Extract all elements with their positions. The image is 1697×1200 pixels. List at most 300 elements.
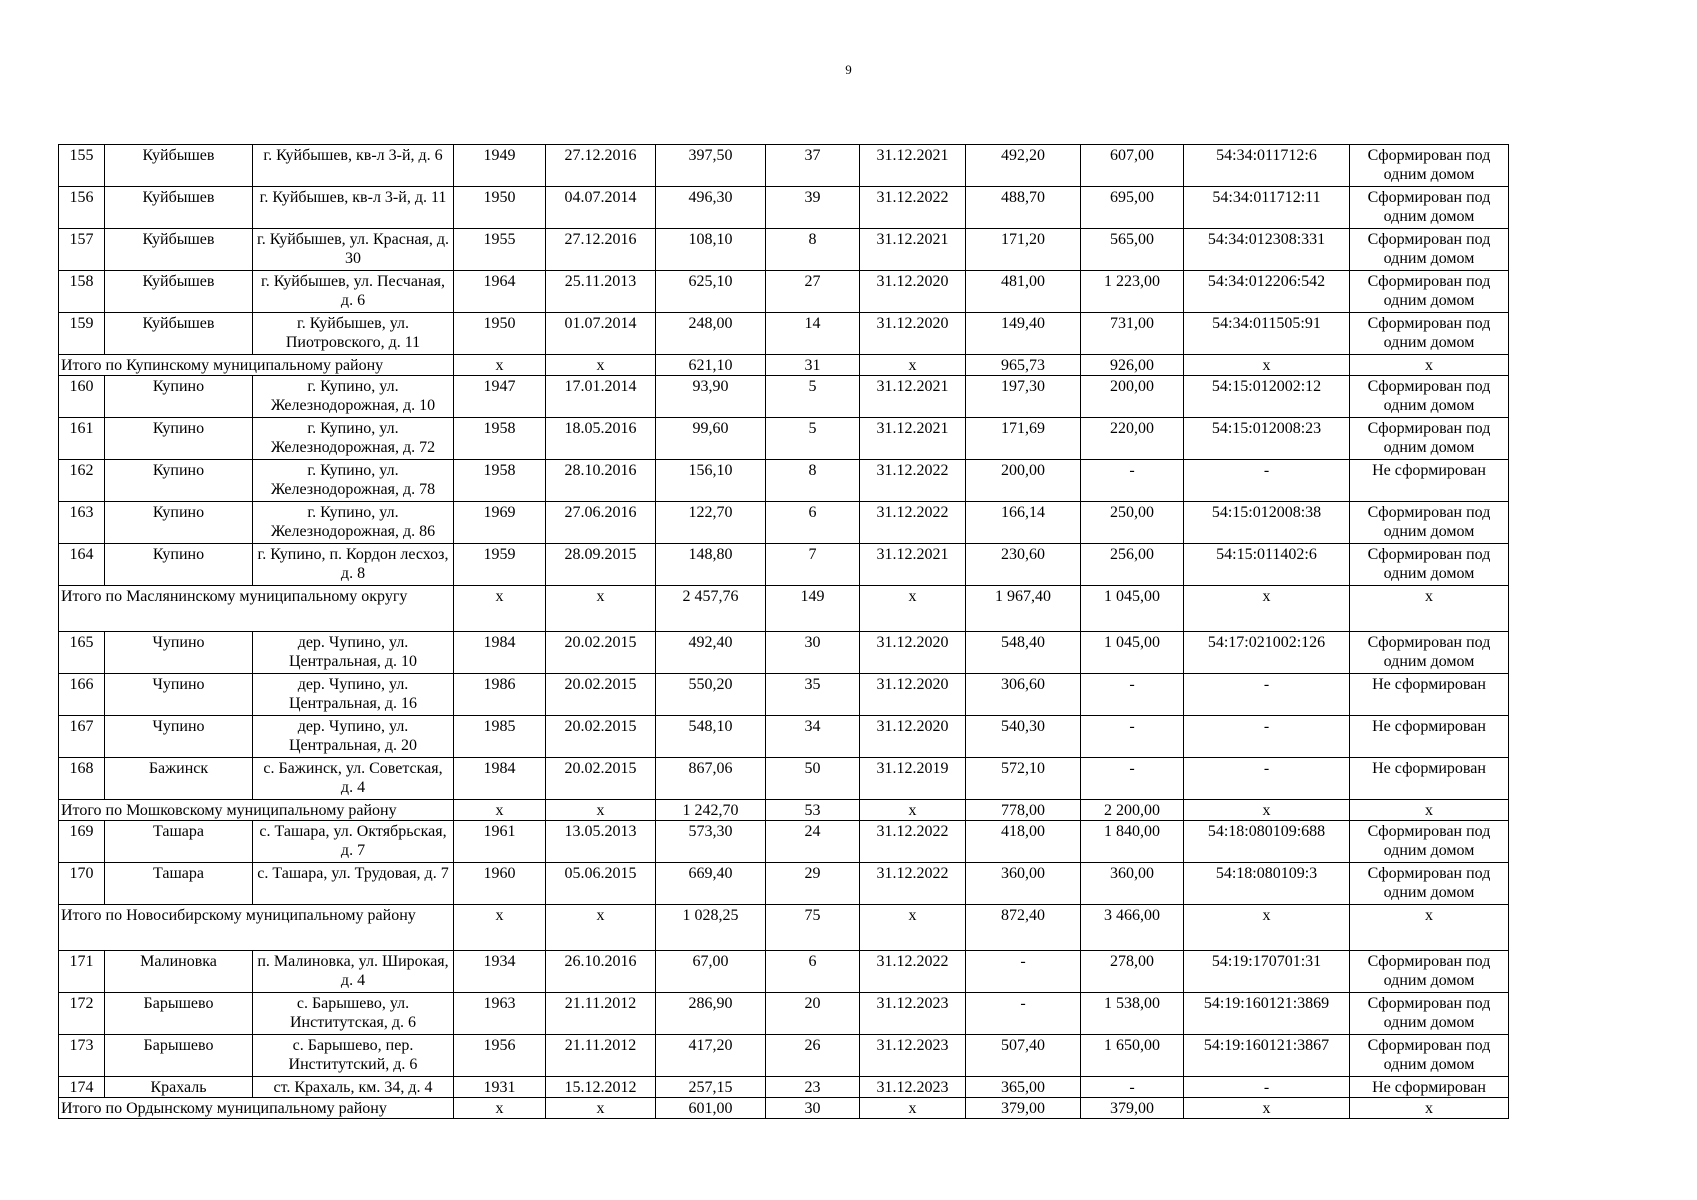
cell-deadline: 31.12.2021	[860, 376, 966, 418]
subtotal-cell-status: х	[1350, 905, 1509, 951]
subtotal-row	[59, 1098, 1509, 1119]
cell-residents: 37	[766, 145, 860, 187]
subtotal-cell-deadline: х	[860, 905, 966, 951]
cell-cadastral: 54:15:012002:12	[1184, 376, 1350, 418]
subtotal-label: Итого по Купинскому муниципальному району	[59, 355, 454, 376]
cell-residents: 7	[766, 544, 860, 586]
cell-locality: Чупино	[105, 632, 253, 674]
cell-area: 248,00	[656, 313, 766, 355]
cell-cadastral: 54:34:012206:542	[1184, 271, 1350, 313]
cell-area: 397,50	[656, 145, 766, 187]
subtotal-cell-area: 1 028,25	[656, 905, 766, 951]
cell-year: 1958	[454, 460, 546, 502]
cell-plot: -	[1081, 1077, 1184, 1098]
cell-plot: -	[1081, 674, 1184, 716]
cell-cadastral: 54:18:080109:3	[1184, 863, 1350, 905]
table-row	[59, 674, 1509, 716]
subtotal-row	[59, 905, 1509, 951]
cell-address: с. Ташара, ул. Октябрьская, д. 7	[253, 821, 454, 863]
cell-locality: Куйбышев	[105, 313, 253, 355]
cell-residents: 23	[766, 1077, 860, 1098]
subtotal-cell-status: х	[1350, 355, 1509, 376]
cell-deadline: 31.12.2021	[860, 544, 966, 586]
cell-date: 25.11.2013	[546, 271, 656, 313]
cell-plot: -	[1081, 460, 1184, 502]
subtotal-cell-cadastral: х	[1184, 586, 1350, 632]
cell-deadline: 31.12.2020	[860, 632, 966, 674]
cell-year: 1964	[454, 271, 546, 313]
cell-status: Сформирован под одним домом	[1350, 821, 1509, 863]
cell-address: г. Купино, ул. Железнодорожная, д. 72	[253, 418, 454, 460]
cell-locality: Чупино	[105, 716, 253, 758]
cell-address: с. Бажинск, ул. Советская, д. 4	[253, 758, 454, 800]
cell-area2: 540,30	[966, 716, 1081, 758]
cell-date: 01.07.2014	[546, 313, 656, 355]
cell-status: Сформирован под одним домом	[1350, 993, 1509, 1035]
cell-area2: 507,40	[966, 1035, 1081, 1077]
cell-locality: Купино	[105, 418, 253, 460]
cell-plot: -	[1081, 758, 1184, 800]
table-row	[59, 145, 1509, 187]
cell-area: 669,40	[656, 863, 766, 905]
cell-address: дер. Чупино, ул. Центральная, д. 20	[253, 716, 454, 758]
cell-cadastral: -	[1184, 716, 1350, 758]
cell-locality: Куйбышев	[105, 187, 253, 229]
subtotal-cell-plot: 379,00	[1081, 1098, 1184, 1119]
cell-area2: 488,70	[966, 187, 1081, 229]
cell-num: 170	[59, 863, 105, 905]
cell-year: 1961	[454, 821, 546, 863]
cell-date: 20.02.2015	[546, 674, 656, 716]
housing-registry-table	[58, 144, 1509, 1119]
cell-deadline: 31.12.2022	[860, 821, 966, 863]
cell-deadline: 31.12.2022	[860, 863, 966, 905]
subtotal-label: Итого по Маслянинскому муниципальному округу	[59, 586, 454, 632]
cell-num: 156	[59, 187, 105, 229]
cell-year: 1947	[454, 376, 546, 418]
cell-residents: 30	[766, 632, 860, 674]
cell-plot: 200,00	[1081, 376, 1184, 418]
cell-num: 155	[59, 145, 105, 187]
subtotal-row	[59, 586, 1509, 632]
cell-status: Сформирован под одним домом	[1350, 418, 1509, 460]
cell-locality: Крахаль	[105, 1077, 253, 1098]
subtotal-cell-cadastral: х	[1184, 1098, 1350, 1119]
cell-year: 1985	[454, 716, 546, 758]
cell-cadastral: 54:18:080109:688	[1184, 821, 1350, 863]
cell-plot: -	[1081, 716, 1184, 758]
cell-status: Сформирован под одним домом	[1350, 271, 1509, 313]
cell-plot: 1 223,00	[1081, 271, 1184, 313]
cell-status: Не сформирован	[1350, 716, 1509, 758]
cell-address: с. Барышево, ул. Институтская, д. 6	[253, 993, 454, 1035]
cell-num: 165	[59, 632, 105, 674]
subtotal-cell-status: х	[1350, 1098, 1509, 1119]
cell-date: 15.12.2012	[546, 1077, 656, 1098]
table-row	[59, 758, 1509, 800]
cell-date: 04.07.2014	[546, 187, 656, 229]
cell-residents: 8	[766, 229, 860, 271]
cell-num: 158	[59, 271, 105, 313]
cell-area2: 149,40	[966, 313, 1081, 355]
cell-area: 492,40	[656, 632, 766, 674]
cell-area2: -	[966, 993, 1081, 1035]
cell-num: 167	[59, 716, 105, 758]
cell-num: 162	[59, 460, 105, 502]
cell-area2: 548,40	[966, 632, 1081, 674]
cell-locality: Купино	[105, 376, 253, 418]
cell-deadline: 31.12.2023	[860, 993, 966, 1035]
table-row	[59, 993, 1509, 1035]
cell-area: 548,10	[656, 716, 766, 758]
cell-num: 164	[59, 544, 105, 586]
cell-area2: 171,20	[966, 229, 1081, 271]
cell-locality: Куйбышев	[105, 229, 253, 271]
cell-area2: 306,60	[966, 674, 1081, 716]
cell-residents: 24	[766, 821, 860, 863]
cell-deadline: 31.12.2022	[860, 951, 966, 993]
cell-deadline: 31.12.2020	[860, 716, 966, 758]
cell-status: Сформирован под одним домом	[1350, 502, 1509, 544]
table-row	[59, 460, 1509, 502]
subtotal-label: Итого по Мошковскому муниципальному району	[59, 800, 454, 821]
subtotal-cell-date: х	[546, 905, 656, 951]
subtotal-row	[59, 800, 1509, 821]
subtotal-cell-cadastral: х	[1184, 800, 1350, 821]
table-row	[59, 632, 1509, 674]
cell-area: 417,20	[656, 1035, 766, 1077]
subtotal-cell-residents: 75	[766, 905, 860, 951]
cell-year: 1931	[454, 1077, 546, 1098]
cell-address: п. Малиновка, ул. Широкая, д. 4	[253, 951, 454, 993]
cell-year: 1956	[454, 1035, 546, 1077]
cell-area2: 197,30	[966, 376, 1081, 418]
cell-num: 166	[59, 674, 105, 716]
cell-cadastral: 54:17:021002:126	[1184, 632, 1350, 674]
subtotal-cell-date: х	[546, 800, 656, 821]
cell-area: 108,10	[656, 229, 766, 271]
cell-locality: Чупино	[105, 674, 253, 716]
subtotal-cell-deadline: х	[860, 800, 966, 821]
cell-address: г. Купино, ул. Железнодорожная, д. 10	[253, 376, 454, 418]
cell-date: 26.10.2016	[546, 951, 656, 993]
cell-deadline: 31.12.2022	[860, 187, 966, 229]
subtotal-cell-deadline: х	[860, 586, 966, 632]
cell-area2: 200,00	[966, 460, 1081, 502]
cell-locality: Малиновка	[105, 951, 253, 993]
subtotal-cell-date: х	[546, 586, 656, 632]
page-number: 9	[845, 62, 852, 77]
cell-residents: 14	[766, 313, 860, 355]
subtotal-cell-year: х	[454, 905, 546, 951]
cell-area: 625,10	[656, 271, 766, 313]
cell-deadline: 31.12.2022	[860, 502, 966, 544]
cell-area2: 360,00	[966, 863, 1081, 905]
cell-num: 161	[59, 418, 105, 460]
cell-num: 173	[59, 1035, 105, 1077]
cell-date: 20.02.2015	[546, 632, 656, 674]
cell-cadastral: 54:19:170701:31	[1184, 951, 1350, 993]
table-row	[59, 1035, 1509, 1077]
cell-num: 160	[59, 376, 105, 418]
cell-area: 286,90	[656, 993, 766, 1035]
subtotal-cell-residents: 53	[766, 800, 860, 821]
cell-num: 169	[59, 821, 105, 863]
cell-status: Не сформирован	[1350, 674, 1509, 716]
cell-plot: 695,00	[1081, 187, 1184, 229]
cell-locality: Бажинск	[105, 758, 253, 800]
cell-status: Сформирован под одним домом	[1350, 313, 1509, 355]
cell-date: 27.12.2016	[546, 229, 656, 271]
cell-date: 17.01.2014	[546, 376, 656, 418]
table-body	[59, 145, 1509, 1119]
cell-date: 18.05.2016	[546, 418, 656, 460]
cell-address: г. Купино, п. Кордон лесхоз, д. 8	[253, 544, 454, 586]
cell-year: 1950	[454, 313, 546, 355]
cell-num: 163	[59, 502, 105, 544]
cell-address: ст. Крахаль, км. 34, д. 4	[253, 1077, 454, 1098]
subtotal-label: Итого по Ордынскому муниципальному району	[59, 1098, 454, 1119]
subtotal-cell-area2: 379,00	[966, 1098, 1081, 1119]
cell-cadastral: 54:34:011505:91	[1184, 313, 1350, 355]
subtotal-cell-plot: 926,00	[1081, 355, 1184, 376]
subtotal-cell-area2: 1 967,40	[966, 586, 1081, 632]
cell-area2: 572,10	[966, 758, 1081, 800]
subtotal-cell-date: х	[546, 1098, 656, 1119]
cell-residents: 20	[766, 993, 860, 1035]
subtotal-cell-status: х	[1350, 586, 1509, 632]
cell-plot: 256,00	[1081, 544, 1184, 586]
cell-cadastral: 54:15:011402:6	[1184, 544, 1350, 586]
cell-date: 05.06.2015	[546, 863, 656, 905]
cell-cadastral: 54:19:160121:3869	[1184, 993, 1350, 1035]
table-row	[59, 229, 1509, 271]
subtotal-cell-date: х	[546, 355, 656, 376]
cell-area: 67,00	[656, 951, 766, 993]
cell-residents: 5	[766, 418, 860, 460]
cell-area2: -	[966, 951, 1081, 993]
subtotal-cell-status: х	[1350, 800, 1509, 821]
cell-year: 1934	[454, 951, 546, 993]
cell-status: Сформирован под одним домом	[1350, 145, 1509, 187]
table-row	[59, 418, 1509, 460]
cell-address: с. Ташара, ул. Трудовая, д. 7	[253, 863, 454, 905]
subtotal-label: Итого по Новосибирскому муниципальному району	[59, 905, 454, 951]
cell-plot: 250,00	[1081, 502, 1184, 544]
subtotal-cell-area2: 872,40	[966, 905, 1081, 951]
cell-address: г. Куйбышев, ул. Пиотровского, д. 11	[253, 313, 454, 355]
cell-year: 1960	[454, 863, 546, 905]
cell-area: 496,30	[656, 187, 766, 229]
cell-address: г. Куйбышев, ул. Красная, д. 30	[253, 229, 454, 271]
cell-locality: Ташара	[105, 821, 253, 863]
subtotal-cell-deadline: х	[860, 355, 966, 376]
cell-locality: Барышево	[105, 993, 253, 1035]
cell-year: 1958	[454, 418, 546, 460]
cell-deadline: 31.12.2020	[860, 674, 966, 716]
subtotal-cell-deadline: х	[860, 1098, 966, 1119]
subtotal-cell-residents: 30	[766, 1098, 860, 1119]
cell-year: 1969	[454, 502, 546, 544]
cell-cadastral: -	[1184, 460, 1350, 502]
cell-residents: 26	[766, 1035, 860, 1077]
cell-status: Не сформирован	[1350, 1077, 1509, 1098]
cell-plot: 1 650,00	[1081, 1035, 1184, 1077]
table-row	[59, 544, 1509, 586]
subtotal-cell-area: 621,10	[656, 355, 766, 376]
cell-area: 148,80	[656, 544, 766, 586]
cell-num: 168	[59, 758, 105, 800]
cell-cadastral: 54:15:012008:38	[1184, 502, 1350, 544]
cell-area: 99,60	[656, 418, 766, 460]
cell-year: 1984	[454, 758, 546, 800]
cell-year: 1986	[454, 674, 546, 716]
subtotal-cell-year: х	[454, 1098, 546, 1119]
cell-deadline: 31.12.2023	[860, 1077, 966, 1098]
table-row	[59, 313, 1509, 355]
subtotal-cell-year: х	[454, 355, 546, 376]
cell-date: 27.06.2016	[546, 502, 656, 544]
subtotal-cell-plot: 2 200,00	[1081, 800, 1184, 821]
cell-area: 257,15	[656, 1077, 766, 1098]
subtotal-cell-residents: 31	[766, 355, 860, 376]
subtotal-cell-year: х	[454, 586, 546, 632]
cell-area: 93,90	[656, 376, 766, 418]
subtotal-cell-cadastral: х	[1184, 905, 1350, 951]
subtotal-cell-residents: 149	[766, 586, 860, 632]
cell-area2: 166,14	[966, 502, 1081, 544]
cell-area2: 230,60	[966, 544, 1081, 586]
cell-cadastral: -	[1184, 1077, 1350, 1098]
cell-deadline: 31.12.2020	[860, 313, 966, 355]
cell-year: 1963	[454, 993, 546, 1035]
cell-address: дер. Чупино, ул. Центральная, д. 10	[253, 632, 454, 674]
cell-area2: 418,00	[966, 821, 1081, 863]
subtotal-cell-cadastral: х	[1184, 355, 1350, 376]
cell-area: 122,70	[656, 502, 766, 544]
cell-residents: 35	[766, 674, 860, 716]
cell-residents: 50	[766, 758, 860, 800]
cell-status: Сформирован под одним домом	[1350, 229, 1509, 271]
cell-locality: Купино	[105, 502, 253, 544]
cell-plot: 1 538,00	[1081, 993, 1184, 1035]
cell-area: 550,20	[656, 674, 766, 716]
cell-year: 1955	[454, 229, 546, 271]
cell-residents: 29	[766, 863, 860, 905]
table-row	[59, 863, 1509, 905]
cell-num: 157	[59, 229, 105, 271]
cell-num: 159	[59, 313, 105, 355]
cell-date: 28.09.2015	[546, 544, 656, 586]
cell-cadastral: 54:15:012008:23	[1184, 418, 1350, 460]
cell-plot: 607,00	[1081, 145, 1184, 187]
cell-status: Не сформирован	[1350, 758, 1509, 800]
table-row	[59, 716, 1509, 758]
cell-year: 1949	[454, 145, 546, 187]
cell-address: с. Барышево, пер. Институтский, д. 6	[253, 1035, 454, 1077]
cell-address: г. Купино, ул. Железнодорожная, д. 86	[253, 502, 454, 544]
cell-num: 172	[59, 993, 105, 1035]
cell-plot: 1 045,00	[1081, 632, 1184, 674]
subtotal-cell-year: х	[454, 800, 546, 821]
cell-cadastral: -	[1184, 674, 1350, 716]
cell-area2: 365,00	[966, 1077, 1081, 1098]
cell-deadline: 31.12.2021	[860, 229, 966, 271]
cell-deadline: 31.12.2021	[860, 145, 966, 187]
cell-residents: 34	[766, 716, 860, 758]
table-row	[59, 821, 1509, 863]
table-row	[59, 187, 1509, 229]
cell-deadline: 31.12.2019	[860, 758, 966, 800]
cell-deadline: 31.12.2020	[860, 271, 966, 313]
cell-date: 27.12.2016	[546, 145, 656, 187]
cell-cadastral: 54:34:012308:331	[1184, 229, 1350, 271]
cell-date: 21.11.2012	[546, 993, 656, 1035]
table-row	[59, 271, 1509, 313]
cell-locality: Барышево	[105, 1035, 253, 1077]
cell-plot: 731,00	[1081, 313, 1184, 355]
cell-plot: 360,00	[1081, 863, 1184, 905]
cell-area: 867,06	[656, 758, 766, 800]
cell-locality: Ташара	[105, 863, 253, 905]
cell-area2: 492,20	[966, 145, 1081, 187]
cell-num: 174	[59, 1077, 105, 1098]
subtotal-cell-area2: 778,00	[966, 800, 1081, 821]
subtotal-row	[59, 355, 1509, 376]
cell-status: Сформирован под одним домом	[1350, 951, 1509, 993]
cell-cadastral: 54:34:011712:6	[1184, 145, 1350, 187]
cell-status: Сформирован под одним домом	[1350, 187, 1509, 229]
cell-area: 156,10	[656, 460, 766, 502]
cell-deadline: 31.12.2023	[860, 1035, 966, 1077]
cell-plot: 565,00	[1081, 229, 1184, 271]
cell-locality: Купино	[105, 460, 253, 502]
subtotal-cell-area: 601,00	[656, 1098, 766, 1119]
cell-deadline: 31.12.2021	[860, 418, 966, 460]
cell-locality: Куйбышев	[105, 271, 253, 313]
cell-cadastral: -	[1184, 758, 1350, 800]
cell-cadastral: 54:19:160121:3867	[1184, 1035, 1350, 1077]
cell-address: г. Купино, ул. Железнодорожная, д. 78	[253, 460, 454, 502]
subtotal-cell-area: 2 457,76	[656, 586, 766, 632]
table-row	[59, 376, 1509, 418]
cell-plot: 278,00	[1081, 951, 1184, 993]
cell-date: 28.10.2016	[546, 460, 656, 502]
cell-year: 1950	[454, 187, 546, 229]
cell-area2: 481,00	[966, 271, 1081, 313]
subtotal-cell-plot: 3 466,00	[1081, 905, 1184, 951]
table-row	[59, 502, 1509, 544]
cell-num: 171	[59, 951, 105, 993]
subtotal-cell-plot: 1 045,00	[1081, 586, 1184, 632]
cell-status: Сформирован под одним домом	[1350, 632, 1509, 674]
cell-locality: Купино	[105, 544, 253, 586]
cell-plot: 1 840,00	[1081, 821, 1184, 863]
cell-residents: 8	[766, 460, 860, 502]
cell-residents: 6	[766, 951, 860, 993]
cell-date: 21.11.2012	[546, 1035, 656, 1077]
cell-residents: 27	[766, 271, 860, 313]
cell-date: 20.02.2015	[546, 716, 656, 758]
cell-area: 573,30	[656, 821, 766, 863]
cell-year: 1984	[454, 632, 546, 674]
cell-plot: 220,00	[1081, 418, 1184, 460]
cell-residents: 39	[766, 187, 860, 229]
cell-area2: 171,69	[966, 418, 1081, 460]
subtotal-cell-area: 1 242,70	[656, 800, 766, 821]
cell-status: Сформирован под одним домом	[1350, 863, 1509, 905]
cell-date: 20.02.2015	[546, 758, 656, 800]
